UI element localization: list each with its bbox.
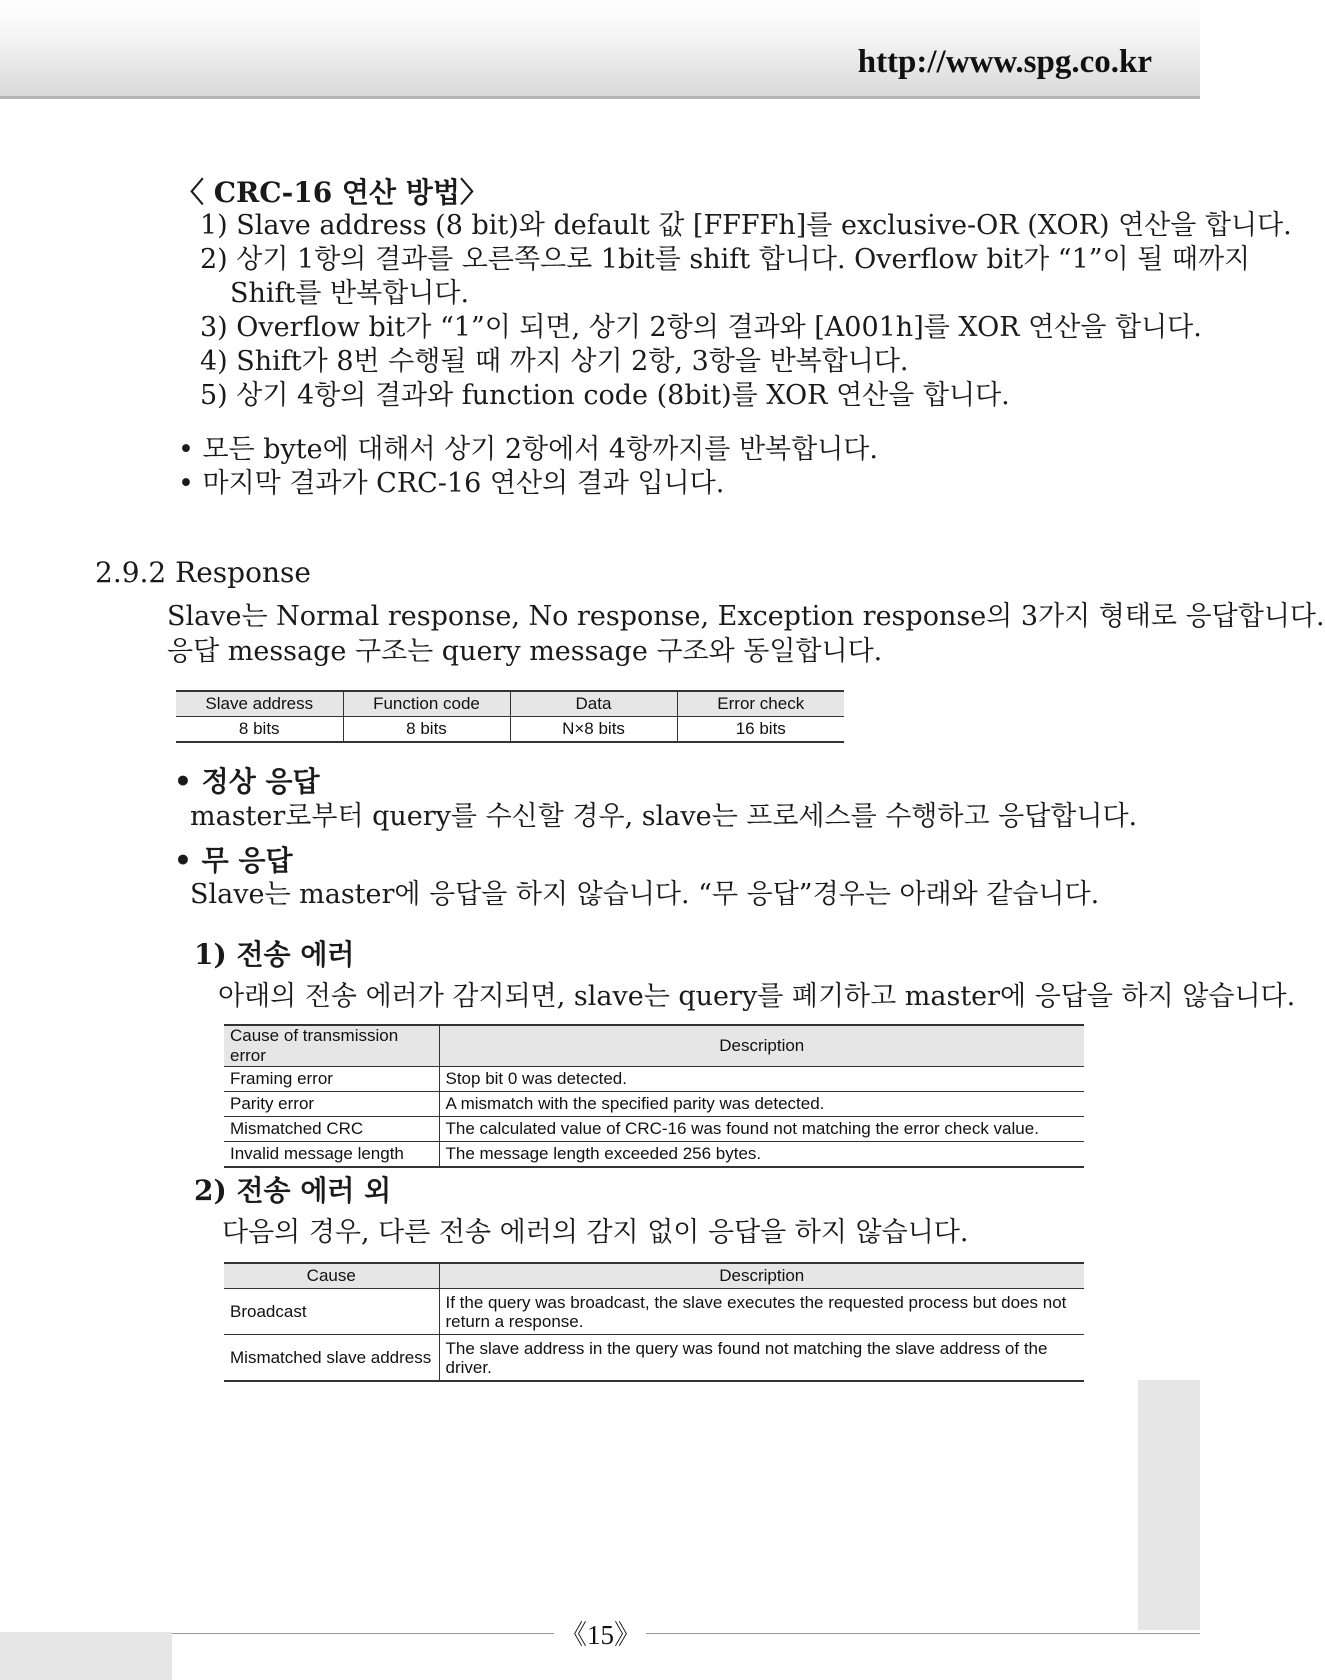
table-cell: Broadcast <box>224 1289 439 1335</box>
table-row <box>176 717 844 743</box>
table-cell: N×8 bits <box>510 717 677 743</box>
table-header: Cause <box>224 1263 439 1289</box>
table-header: Function code <box>343 691 510 717</box>
table-cell: A mismatch with the specified parity was detected. <box>439 1092 1084 1117</box>
other-error-text: 다음의 경우, 다른 전송 에러의 감지 없이 응답을 하지 않습니다. <box>222 1217 969 1248</box>
table-cell: If the query was broadcast, the slave executes the requested process but does not return a response. <box>439 1289 1084 1335</box>
footer-block <box>0 1632 172 1680</box>
table-cell: 8 bits <box>176 717 343 743</box>
table-row <box>224 1092 1084 1117</box>
footer-rule-left <box>172 1633 554 1634</box>
table-header: Error check <box>677 691 844 717</box>
table-cell: The slave address in the query was found not matching the slave address of the driver. <box>439 1335 1084 1382</box>
table-header: Data <box>510 691 677 717</box>
crc-title: 〈 CRC-16 연산 방법〉 <box>176 176 488 209</box>
crc-step-2-cont: Shift를 반복합니다. <box>230 278 470 309</box>
table-cell: The message length exceeded 256 bytes. <box>439 1142 1084 1168</box>
crc-step-4: 4) Shift가 8번 수행될 때 까지 상기 2항, 3항을 반복합니다. <box>200 346 909 377</box>
message-format-table <box>176 690 844 743</box>
table-cell: 8 bits <box>343 717 510 743</box>
table-row <box>224 1142 1084 1168</box>
tx-error-text: 아래의 전송 에러가 감지되면, slave는 query를 폐기하고 master에 응답을 하지 않습니다. <box>218 981 1296 1012</box>
table-cell: Framing error <box>224 1067 439 1092</box>
table-header: Slave address <box>176 691 343 717</box>
crc-step-1: 1) Slave address (8 bit)와 default 값 [FFFFh]를 exclusive-OR (XOR) 연산을 합니다. <box>200 210 1292 241</box>
header-divider <box>0 96 1200 99</box>
table-header: Description <box>439 1025 1084 1067</box>
footer-rule-right <box>646 1633 1200 1634</box>
table-cell: 16 bits <box>677 717 844 743</box>
other-error-title: 2) 전송 에러 외 <box>194 1174 392 1207</box>
crc-step-2: 2) 상기 1항의 결과를 오른쪽으로 1bit를 shift 합니다. Overflow bit가 “1”이 될 때까지 <box>200 244 1251 275</box>
table-cell: Invalid message length <box>224 1142 439 1168</box>
response-intro-2: 응답 message 구조는 query message 구조와 동일합니다. <box>167 636 883 667</box>
normal-response-text: master로부터 query를 수신할 경우, slave는 프로세스를 수행하고 응답합니다. <box>190 801 1138 832</box>
table-row <box>224 1335 1084 1382</box>
tx-error-title: 1) 전송 에러 <box>194 938 355 971</box>
crc-step-3: 3) Overflow bit가 “1”이 되면, 상기 2항의 결과와 [A001h]를 XOR 연산을 합니다. <box>200 312 1202 343</box>
table-cell: Stop bit 0 was detected. <box>439 1067 1084 1092</box>
response-intro-1: Slave는 Normal response, No response, Exception response의 3가지 형태로 응답합니다. <box>167 601 1325 632</box>
crc-step-5: 5) 상기 4항의 결과와 function code (8bit)를 XOR 연산을 합니다. <box>200 380 1010 411</box>
table-cell: Parity error <box>224 1092 439 1117</box>
table-row <box>224 1067 1084 1092</box>
table-row <box>224 1289 1084 1335</box>
page-number: 《15》 <box>560 1620 641 1650</box>
transmission-error-table <box>224 1024 1084 1168</box>
table-header: Cause of transmission error <box>224 1025 439 1067</box>
table-row <box>224 1117 1084 1142</box>
section-title: 2.9.2 Response <box>95 556 311 589</box>
normal-response-title: • 정상 응답 <box>174 765 320 798</box>
table-cell: Mismatched CRC <box>224 1117 439 1142</box>
table-cell: The calculated value of CRC-16 was found not matching the error check value. <box>439 1117 1084 1142</box>
table-header: Description <box>439 1263 1084 1289</box>
side-tab <box>1138 1380 1200 1630</box>
no-response-title: • 무 응답 <box>174 844 293 877</box>
no-response-cause-table <box>224 1262 1084 1382</box>
table-cell: Mismatched slave address <box>224 1335 439 1382</box>
crc-bullet-2: • 마지막 결과가 CRC-16 연산의 결과 입니다. <box>178 468 725 499</box>
header-url: http://www.spg.co.kr <box>857 44 1152 80</box>
crc-bullet-1: • 모든 byte에 대해서 상기 2항에서 4항까지를 반복합니다. <box>178 434 878 465</box>
no-response-text: Slave는 master에 응답을 하지 않습니다. “무 응답”경우는 아래와 같습니다. <box>190 879 1100 910</box>
